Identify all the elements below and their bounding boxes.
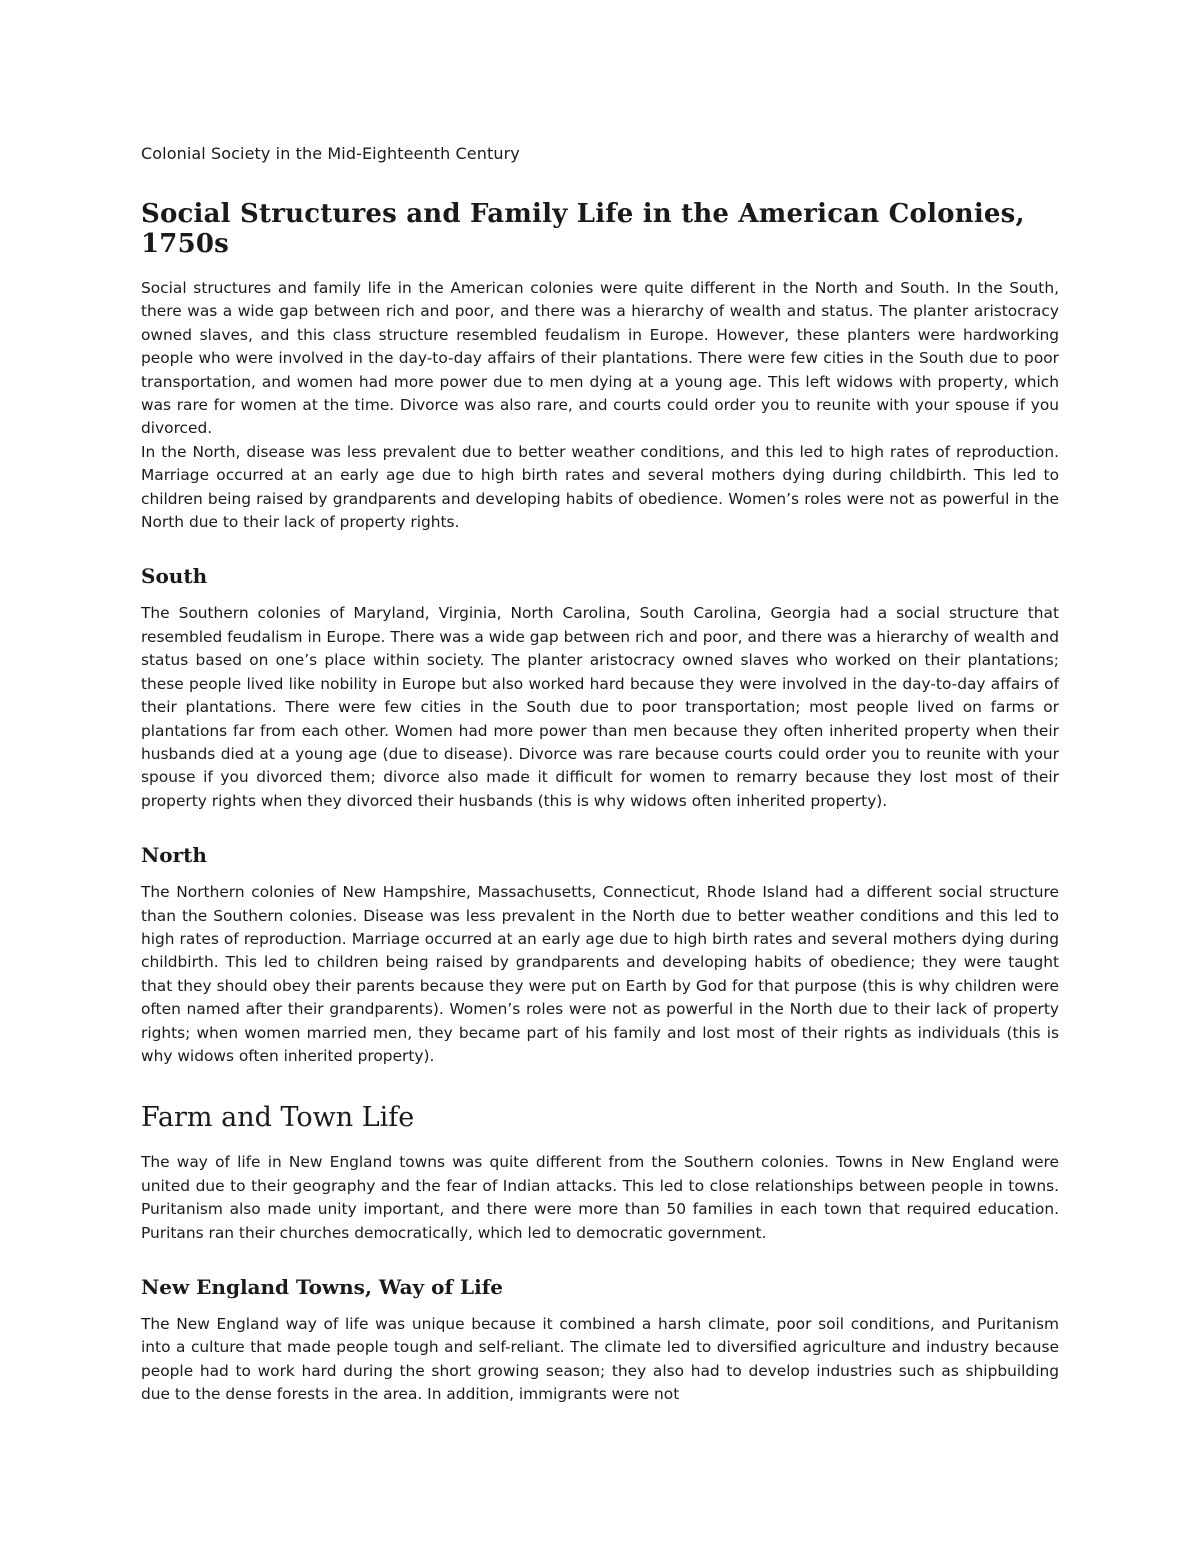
south-heading: South [141, 564, 208, 589]
new-england-heading: New England Towns, Way of Life [141, 1275, 504, 1299]
intro-paragraph-north: In the North, disease was less prevalent due to better weather conditions, and this led to high rates of reproduction. Marriage occurred at an early age due to high birth rates and several mothers dying during childbirth. This led to children being raised by grandparents and developing habits of obedience. Women’s roles were not as powerful in the North due to their lack of property rights. [141, 442, 1059, 532]
document-title: Social Structures and Family Life in the American Colonies, 1750s [141, 199, 1025, 259]
farm-town-paragraph: The way of life in New England towns was quite different from the Southern colonies. Towns in New England were united due to their geography and the fear of Indian attacks. This led to close relationships between people in towns. Puritanism also made unity important, and there were more than 50 families in each town that required education. Puritans ran their churches democratically, which led to democratic government. [141, 1153, 1059, 1242]
north-paragraph: The Northern colonies of New Hampshire, Massachusetts, Connecticut, Rhode Island had a different social structure than the Southern colonies. Disease was less prevalent in the North due to better weather conditions and this led to high rates of reproduction. Marriage occurred at an early age due to high birth rates and several mothers dying during childbirth. This led to children being raised by grandparents and developing habits of obedience; they were taught that they should obey their parents because they were put on Earth by God for that purpose (this is why children were often named after their grandparents). Women’s roles were not as powerful in the North due to their lack of property rights; when women married men, they became part of his family and lost most of their rights as individuals (this is why widows often inherited property). [141, 883, 1059, 1065]
farm-town-heading: Farm and Town Life [141, 1102, 415, 1134]
north-heading: North [141, 843, 207, 868]
document-page [141, 144, 1059, 1407]
document-header: Colonial Society in the Mid-Eighteenth Century [141, 144, 520, 163]
intro-paragraph: Social structures and family life in the American colonies were quite different in the North and South. In the South, there was a wide gap between rich and poor, and there was a hierarchy of wealth and status. The planter aristocracy owned slaves, and this class structure resembled feudalism in Europe. However, these planters were hardworking people who were involved in the day-to-day affairs of their plantations. There were few cities in the South due to poor transportation, and women had more power due to men dying at a young age. This left widows with property, which was rare for women at the time. Divorce was also rare, and courts could order you to reunite with your spouse if you divorced. [141, 279, 1059, 438]
south-paragraph: The Southern colonies of Maryland, Virginia, North Carolina, South Carolina, Georgia had a social structure that resembled feudalism in Europe. There was a wide gap between rich and poor, and there was a hierarchy of wealth and status based on one’s place within society. The planter aristocracy owned slaves who worked on their plantations; these people lived like nobility in Europe but also worked hard because they were involved in the day-to-day affairs of their plantations. There were few cities in the South due to poor transportation; most people lived on farms or plantations far from each other. Women had more power than men because they often inherited property when their husbands died at a young age (due to disease). Divorce was rare because courts could order you to reunite with your spouse if you divorced them; divorce also made it difficult for women to remarry because they lost most of their property rights when they divorced their husbands (this is why widows often inherited property). [141, 604, 1059, 810]
new-england-paragraph: The New England way of life was unique because it combined a harsh climate, poor soil conditions, and Puritanism into a culture that made people tough and self-reliant. The climate led to diversified agriculture and industry because people had to work hard during the short growing season; they also had to develop industries such as shipbuilding due to the dense forests in the area. In addition, immigrants were not [141, 1315, 1059, 1404]
